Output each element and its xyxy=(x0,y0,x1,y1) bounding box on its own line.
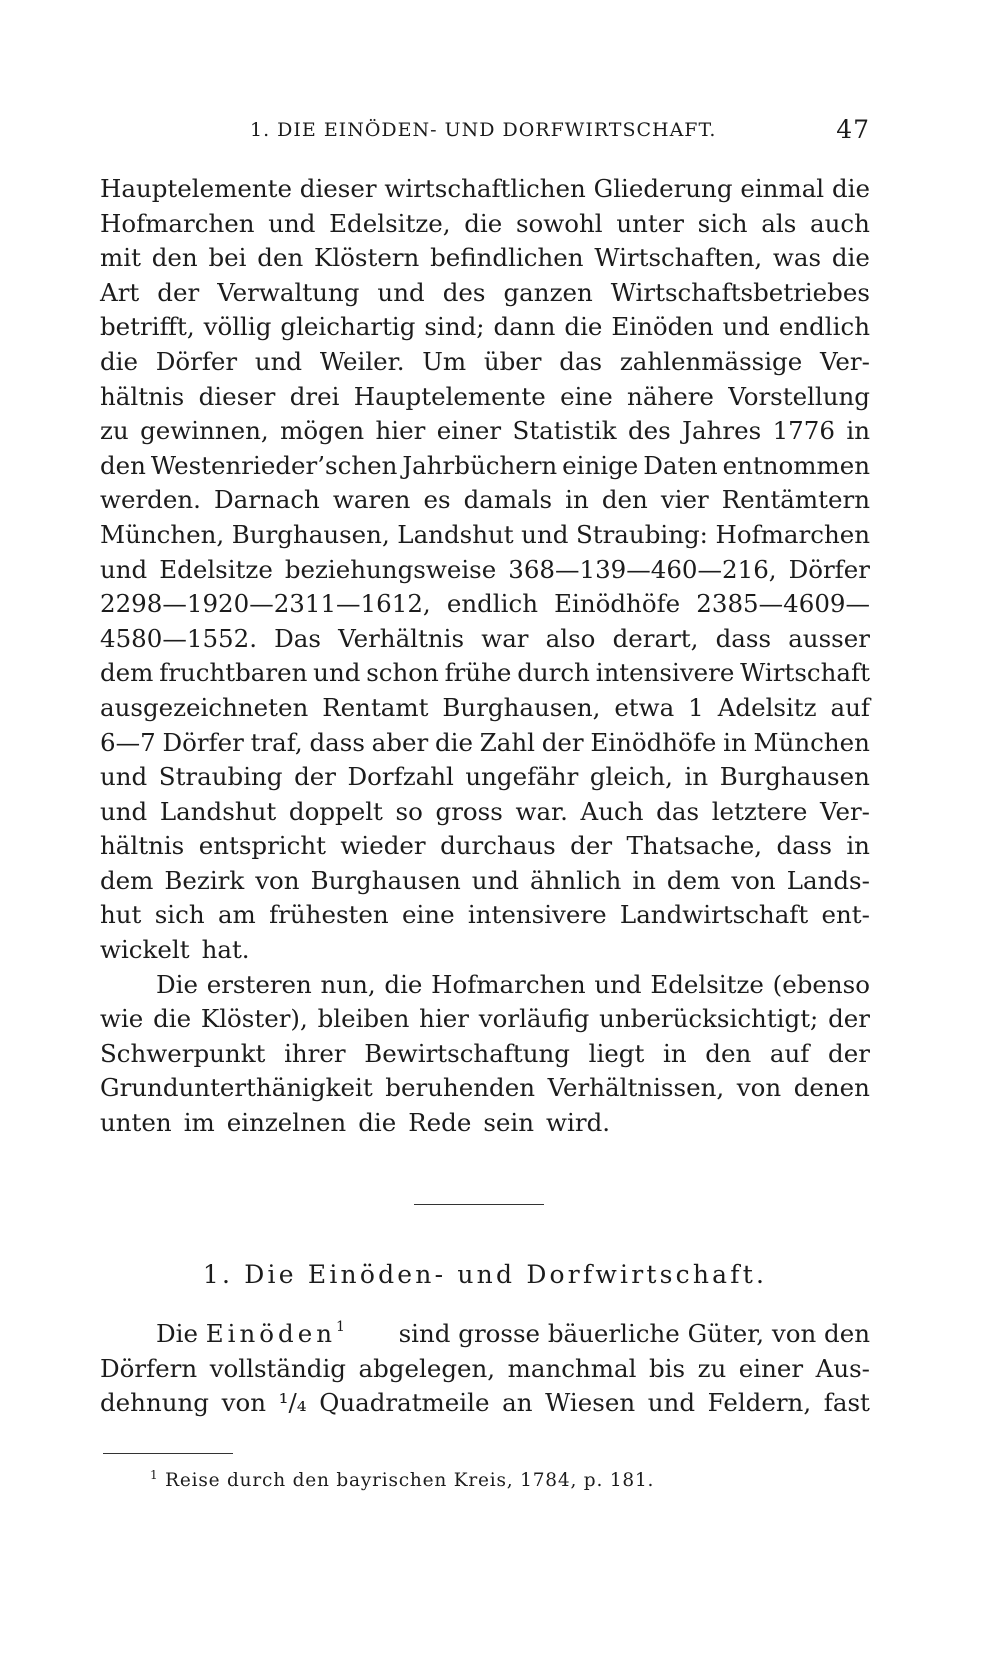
footnote-mark: 1 xyxy=(150,1468,159,1482)
section-paragraph-start: Die Einöden$^1$ xyxy=(156,1319,345,1348)
text-line: München, Burghausen, Landshut und Straubing: Hofmarchen xyxy=(100,519,870,549)
text-line: wie die Klöster), bleiben hier vorläufig unberücksichtigt; der xyxy=(100,1004,870,1034)
footnote-reference: 1 xyxy=(336,1319,345,1335)
text-line: 2298—1920—2311—1612, endlich Einödhöfe 2385—4609— xyxy=(100,589,870,619)
text-line: hältnis entspricht wieder durchaus der Thatsache, dass in xyxy=(100,831,870,861)
text-line: zu gewinnen, mögen hier einer Statistik des Jahres 1776 in xyxy=(100,416,870,446)
text-line: dehnung von ¹/₄ Quadratmeile an Wiesen und Feldern, fast xyxy=(100,1388,870,1418)
section-paragraph xyxy=(100,1317,870,1421)
text-line: hältnis dieser drei Hauptelemente eine nähere Vorstellung xyxy=(100,381,870,411)
text-line: unten im einzelnen die Rede sein wird. xyxy=(100,1108,611,1138)
footnote-rule xyxy=(103,1453,233,1454)
text-line: Die ersteren nun, die Hofmarchen und Edelsitze (ebenso xyxy=(156,969,870,999)
text-line xyxy=(100,1317,870,1352)
text-line: wickelt hat. xyxy=(100,935,250,965)
text-line: und Edelsitze beziehungsweise 368—139—460—216, Dörfer xyxy=(100,554,870,584)
emphasized-term: Einöden xyxy=(205,1319,336,1348)
text-line: ausgezeichneten Rentamt Burghausen, etwa 1 Adelsitz auf xyxy=(100,692,870,722)
footnote xyxy=(150,1470,654,1491)
text-line: dem fruchtbaren und schon frühe durch intensivere Wirtschaft xyxy=(100,658,870,688)
text-line: werden. Darnach waren es damals in den vier Rentämtern xyxy=(100,485,870,515)
section-heading: 1. Die Einöden- und Dorfwirtschaft. xyxy=(202,1260,768,1289)
section-paragraph-rest: sind grosse bäuerliche Güter, von den xyxy=(398,1319,870,1348)
running-head xyxy=(100,115,870,147)
text-line: und Straubing der Dorfzahl ungefähr gleich, in Burghausen xyxy=(100,762,870,792)
text-line: Hofmarchen und Edelsitze, die sowohl unter sich als auch xyxy=(100,208,870,238)
section-divider-rule xyxy=(414,1204,544,1205)
text-line: Schwerpunkt ihrer Bewirtschaftung liegt in den auf der xyxy=(100,1038,870,1068)
text-line: Hauptelemente dieser wirtschaftlichen Gliederung einmal die xyxy=(100,174,870,203)
text-line: dem Bezirk von Burghausen und ähnlich in dem von Lands- xyxy=(100,865,870,895)
running-head-title: 1. DIE EINÖDEN- UND DORFWIRTSCHAFT. xyxy=(250,119,717,141)
text-line: 4580—1552. Das Verhältnis war also derart, dass ausser xyxy=(100,623,870,653)
text-line: Dörfern vollständig abgelegen, manchmal bis zu einer Aus- xyxy=(100,1353,870,1383)
text-line: die Dörfer und Weiler. Um über das zahlenmässige Ver- xyxy=(100,346,870,376)
text-line: hut sich am frühesten eine intensivere Landwirtschaft ent- xyxy=(100,900,870,930)
text-line: und Landshut doppelt so gross war. Auch das letztere Ver- xyxy=(100,796,870,826)
text-line: den Westenrieder’schen Jahrbüchern einige Daten entnommen xyxy=(100,450,870,480)
text-line: betrifft, völlig gleichartig sind; dann die Einöden und endlich xyxy=(100,312,870,342)
text-line: Grundunterthänigkeit beruhenden Verhältnissen, von denen xyxy=(100,1073,870,1103)
text-line: Art der Verwaltung und des ganzen Wirtschaftsbetriebes xyxy=(100,277,870,307)
footnote-text: Reise durch den bayrischen Kreis, 1784, p. 181. xyxy=(165,1470,655,1491)
page-number: 47 xyxy=(836,115,870,144)
text-line: 6—7 Dörfer traf, dass aber die Zahl der Einödhöfe in München xyxy=(100,727,870,757)
body-text xyxy=(100,172,870,1141)
text-line: mit den bei den Klöstern befindlichen Wirtschaften, was die xyxy=(100,243,870,273)
